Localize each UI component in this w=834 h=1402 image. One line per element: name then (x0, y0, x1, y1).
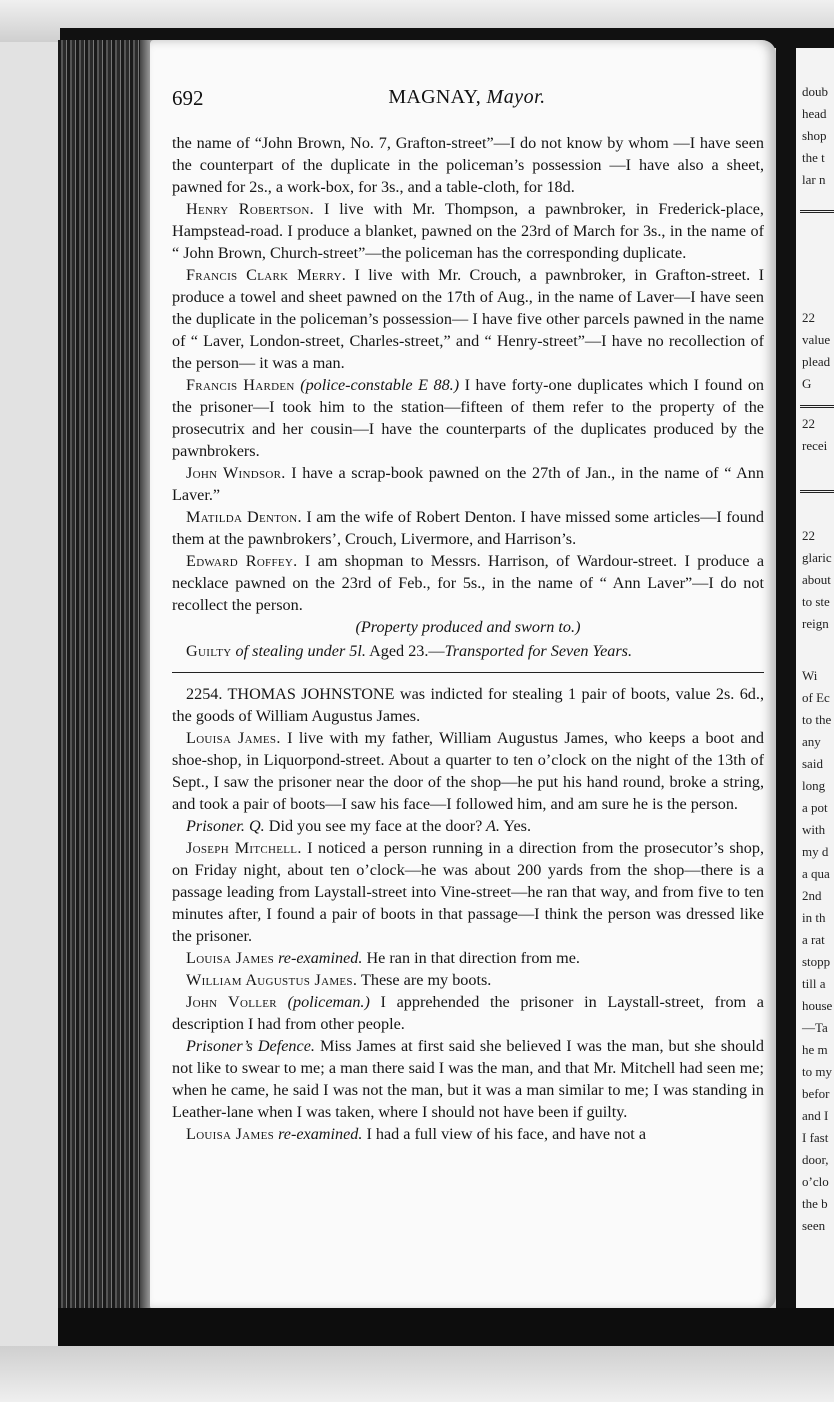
testimony: John Windsor. I have a scrap-book pawned on the 27th of Jan., in the name of “ Ann Laver.” (172, 464, 764, 504)
facing-page-text: the b (802, 1196, 828, 1211)
facing-page-text: stopp (802, 954, 831, 969)
testimony: Francis Clark Merry. I live with Mr. Crouch, a pawnbroker, in Grafton-street. I produce a towel and sheet pawned on the 17th of Aug., in the name of Laver—I have seen the duplicate in the policeman’s possession— I have five other parcels pawned in the name of “ Laver, London-street, Charles-street,” and “ Henry-street”—I have no recollection of the person— it was a man. (172, 266, 764, 372)
witness-name: William Augustus James. (186, 971, 358, 989)
property-note: (Property produced and sworn to.) (355, 618, 581, 636)
page-fold-shadow (776, 40, 798, 1330)
testimony: Louisa James re-examined. I had a full view of his face, and have not a (186, 1125, 647, 1143)
facing-page-text: door, (802, 1152, 829, 1167)
witness-name: Matilda Denton. (186, 508, 302, 526)
book-spine (58, 40, 150, 1330)
facing-page-text: he m (802, 1042, 828, 1057)
facing-page-text: a qua (802, 866, 830, 881)
facing-page-text: house (802, 998, 833, 1013)
facing-page-text: glaric (802, 550, 832, 565)
facing-page-double-rule (800, 210, 834, 213)
paragraph: the name of “John Brown, No. 7, Grafton-street”—I do not know by whom —I have seen the counterpart of the duplicate in the policeman’s possession —I have also a sheet, pawned for 2s., a work-box, for 3s., and a table-cloth, for 18d. (172, 134, 764, 196)
facing-page-text: of Ec (802, 690, 830, 705)
witness-name: Francis Harden (186, 376, 295, 394)
facing-page-text: the t (802, 150, 825, 165)
facing-page-text: head (802, 106, 827, 121)
testimony: Matilda Denton. I am the wife of Robert Denton. I have missed some articles—I found them at the pawnbrokers’, Crouch, Livermore, and Harrison’s. (172, 508, 764, 548)
facing-page-text: recei (802, 438, 828, 453)
witness-name: Francis Clark Merry. (186, 266, 347, 284)
facing-page-text: 22 (802, 310, 815, 325)
scan-bottom-margin (0, 1346, 834, 1402)
testimony: John Voller (policeman.) I apprehended the prisoner in Laystall-street, from a description I had from other people. (172, 993, 764, 1033)
witness-name: John Windsor. (186, 464, 286, 482)
book-bottom-edge (58, 1308, 834, 1348)
page-number: 692 (172, 86, 204, 110)
facing-page-text: Wi (802, 668, 818, 683)
cross-examination: Prisoner. Q. Did you see my face at the door? A. Yes. (186, 817, 532, 835)
facing-page-text: about (802, 572, 831, 587)
testimony: Joseph Mitchell. I noticed a person running in a direction from the prosecutor’s shop, on Friday night, about ten o’clock—he was about 200 yards from the shop—there is a passage leading from Laystall-street into Vine-street—he ran that way, and from five to ten minutes after, I found a pair of boots in that passage—I think the person was dressed like the prisoner. (172, 839, 765, 945)
facing-page-rule (800, 490, 834, 493)
verdict: Guilty of stealing under 5l. Aged 23.—Transported for Seven Years. (186, 642, 632, 660)
facing-page-text: in th (802, 910, 826, 925)
testimony: Henry Robertson. I live with Mr. Thompson, a pawnbroker, in Frederick-place, Hampstead-road. I produce a blanket, pawned on the 23rd of March for 3s., in the name of “ John Brown, Church-street”—the policeman has the corresponding duplicate. (172, 200, 764, 262)
facing-page-text: long (802, 778, 826, 793)
facing-page-text: befor (802, 1086, 830, 1101)
facing-page-rule (800, 405, 834, 408)
witness-name: John Voller (186, 993, 277, 1011)
facing-page-text: G (802, 376, 812, 391)
facing-page-text: 22 (802, 416, 815, 431)
facing-page-text: I fast (802, 1130, 829, 1145)
witness-name: Louisa James (186, 949, 275, 967)
facing-page-text: and I (802, 1108, 829, 1123)
witness-name: Louisa James (186, 1125, 275, 1143)
facing-page-text: plead (802, 354, 831, 369)
facing-page-text: reign (802, 616, 829, 631)
facing-page-text: o’clo (802, 1174, 829, 1189)
section-divider (172, 672, 764, 673)
testimony: Edward Roffey. I am shopman to Messrs. Harrison, of Wardour-street. I produce a necklace pawned on the 23rd of Feb., for 5s., in the name of “ Ann Laver”—I do not recollect the person. (172, 552, 765, 614)
facing-page-text: doub (802, 84, 828, 99)
facing-page-fragment (796, 48, 834, 1328)
witness-name: Henry Robertson. (186, 200, 315, 218)
facing-page-text: shop (802, 128, 827, 143)
facing-page-text: any (802, 734, 821, 749)
page-header (172, 86, 762, 116)
running-head: MAGNAY, Mayor. (388, 86, 546, 108)
witness-name: Louisa James. (186, 729, 281, 747)
case-heading: 2254. THOMAS JOHNSTONE was indicted for stealing 1 pair of boots, value 2s. 6d., the goods of William Augustus James. (172, 685, 764, 725)
witness-name: Edward Roffey. (186, 552, 298, 570)
testimony: Louisa James. I live with my father, William Augustus James, who keeps a boot and shoe-shop, in Liquorpond-street. About a quarter to ten o’clock on the night of the 13th of Sept., I saw the prisoner near the door of the shop—he put his hand round, broke a string, and took a pair of boots—I saw his face—I followed him, and am sure he is the person. (172, 729, 764, 813)
testimony: Francis Harden (police-constable E 88.) I have forty-one duplicates which I found on the prisoner—I took him to the station—fifteen of them refer to the property of the prosecutrix and her cousin—I have the counterparts of the duplicates produced by the pawnbrokers. (172, 376, 765, 460)
facing-page-text: a rat (802, 932, 825, 947)
facing-page-text: —Ta (802, 1020, 828, 1035)
facing-page-text: to ste (802, 594, 830, 609)
facing-page-text: seen (802, 1218, 826, 1233)
testimony: Louisa James re-examined. He ran in that direction from me. (186, 949, 580, 967)
facing-page-text: to the (802, 712, 832, 727)
facing-page-text: with (802, 822, 826, 837)
witness-name: Joseph Mitchell. (186, 839, 302, 857)
facing-page-text: till a (802, 976, 826, 991)
testimony: William Augustus James. These are my boots. (186, 971, 492, 989)
facing-page-text: value (802, 332, 831, 347)
facing-page-text: 22 (802, 528, 815, 543)
facing-page-text: my d (802, 844, 829, 859)
facing-page-text: lar n (802, 172, 826, 187)
page-body (172, 132, 764, 1145)
facing-page-text: 2nd (802, 888, 822, 903)
facing-page-text: a pot (802, 800, 828, 815)
defence: Prisoner’s Defence. Miss James at first said she believed I was the man, but she should not like to swear to me; a man there said I was the man, and that Mr. Mitchell had seen me; when he came, he said I was not the man, but it was a man similar to me; I was standing in Leather-lane when I was taken, where I should not have been if guilty. (172, 1037, 764, 1121)
facing-page-text: to my (802, 1064, 832, 1079)
facing-page-text: said (802, 756, 823, 771)
defence-label: Prisoner’s Defence. (186, 1037, 315, 1055)
